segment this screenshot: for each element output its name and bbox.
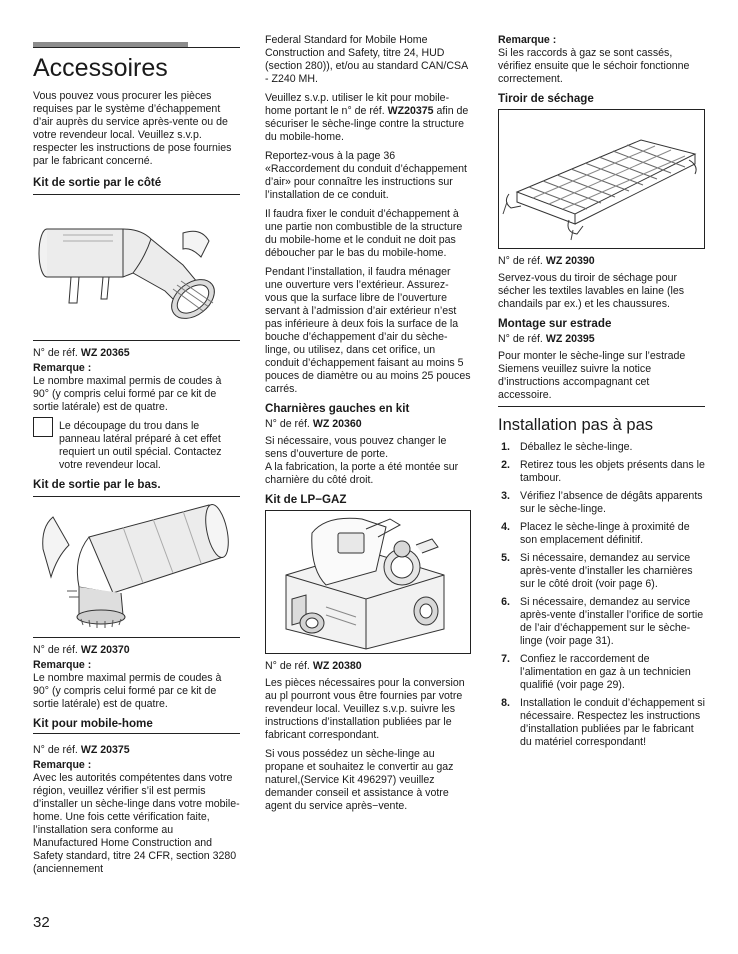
side-kit-box-text: Le découpage du trou dans le panneau latéral préparé à cet effet requiert un outil spécial. Contactez votre revendeur local. [59, 420, 222, 471]
install-step [498, 596, 705, 648]
lpgas-ref [265, 660, 471, 673]
install-step [498, 653, 705, 692]
side-kit-ref [33, 347, 240, 360]
usage-text-bold: WZ20375 [387, 105, 434, 117]
install-rule [498, 406, 705, 407]
gas-remark-label: Remarque : [498, 34, 557, 46]
lpgas-ref-prefix: N° de réf. [265, 660, 310, 672]
bottom-kit-ref-num: WZ 20370 [80, 644, 130, 656]
bottom-kit-ref [33, 644, 240, 657]
step-text: Placez le sèche-linge à proximité de son emplacement définitif. [520, 521, 690, 546]
bottom-kit-note: Le nombre maximal permis de coudes à 90° (y compris celui formé par ce kit de sortie latérale) est de quatre. [33, 672, 222, 710]
column-middle [265, 34, 471, 819]
step-number: 2. [501, 459, 510, 471]
hinges-ref-num: WZ 20360 [312, 418, 362, 430]
mobile-home-continued: Federal Standard for Mobile Home Construction and Safety, titre 24, HUD (section 280)), et/ou au standard CAN/CSA - Z240 MH. [265, 34, 468, 85]
step-text: Vérifiez l’absence de dégâts apparents sur le sèche-linge. [520, 490, 703, 515]
hinges-ref-prefix: N° de réf. [265, 418, 310, 430]
mobile-home-ref-num: WZ 20375 [80, 744, 130, 756]
side-vent-kit-illustration [33, 195, 240, 340]
lpgas-heading: Kit de LP−GAZ [265, 493, 347, 506]
side-kit-figure [33, 194, 240, 341]
usage-text-b: afin de sécuriser le sèche-linge contre la structure du mobile-home. [265, 105, 469, 143]
usage-text-a: Veuillez s.v.p. utiliser le kit pour mobile-home portant le n° de réf. [265, 92, 450, 117]
lpgas-ref-num: WZ 20380 [312, 660, 362, 672]
note-box-icon [33, 417, 53, 437]
lpgas-text-1: Les pièces nécessaires pour la conversion au pl pourront vous être fournies par votre revendeur local. Veuillez s.v.p. suivre les instructions d’installation publiées par le fabricant correspondant. [265, 677, 465, 741]
bottom-vent-kit-illustration [33, 497, 240, 637]
bottom-kit-heading: Kit de sortie par le bas. [33, 478, 161, 491]
pedestal-ref [498, 333, 705, 346]
pedestal-heading: Montage sur estrade [498, 317, 612, 330]
side-kit-note: Le nombre maximal permis de coudes à 90° (y compris celui formé par ce kit de sortie latérale) est de quatre. [33, 375, 222, 413]
column-left [33, 0, 240, 882]
install-steps [498, 441, 705, 749]
mobile-home-rule [33, 733, 240, 734]
bottom-kit-note-label: Remarque : [33, 659, 92, 671]
pedestal-text: Pour monter le sèche-linge sur l’estrade Siemens veuillez suivre la notice d’instructions accompagnant cet accessoire. [498, 350, 686, 401]
hinges-text [265, 435, 471, 487]
install-step [498, 490, 705, 516]
column-right [498, 34, 705, 754]
pedestal-ref-prefix: N° de réf. [498, 333, 543, 345]
opening-requirements: Pendant l’installation, il faudra ménager une ouverture vers l’extérieur. Assurez-vous que la surface libre de l’ouverture servant à l’admission d’air extérieur n’est pas inférieure à deux fois la surface de la bouche d’échappement d’air du sèche-linge, ou utilisez, dans cet orifice, un conduit d’échappement faisant au moins 5 pouces de diamètre ou au moins 25 pouces carrés. [265, 266, 471, 395]
side-kit-info-box [33, 420, 240, 472]
gas-valve-illustration [266, 511, 470, 653]
side-kit-ref-num: WZ 20365 [80, 347, 130, 359]
hinges-text-2: A la fabrication, la porte a été montée sur charnière du côté droit. [265, 461, 459, 486]
mobile-home-note-label: Remarque : [33, 759, 92, 771]
page-title: Accessoires [33, 54, 168, 82]
page-number: 32 [33, 914, 50, 931]
header-rule [33, 42, 240, 48]
rack-figure [498, 109, 705, 249]
lpgas-figure [265, 510, 471, 654]
drying-rack-illustration [499, 110, 704, 248]
side-kit-heading: Kit de sortie par le côté [33, 176, 162, 189]
hinges-ref [265, 418, 471, 431]
lpgas-text-2: Si vous possédez un sèche-linge au propane et souhaitez le convertir au gaz naturel,(Service Kit 496297) veuillez demander conseil et assistance à votre agent du service après−vente. [265, 748, 454, 812]
step-text: Confiez le raccordement de l’alimentation en gaz à un technicien qualifié (voir page 29). [520, 653, 691, 691]
pedestal-ref-num: WZ 20395 [545, 333, 595, 345]
rack-ref-num: WZ 20390 [545, 255, 595, 267]
mobile-home-ref-prefix: N° de réf. [33, 744, 78, 756]
install-step [498, 521, 705, 547]
bottom-kit-ref-prefix: N° de réf. [33, 644, 78, 656]
install-heading: Installation pas à pas [498, 416, 654, 434]
conduit-reference: Reportez-vous à la page 36 «Raccordement du conduit d’échappement d’air» pour connaître les instructions sur l’installation de ce conduit. [265, 150, 468, 201]
step-number: 8. [501, 697, 510, 709]
side-kit-ref-prefix: N° de réf. [33, 347, 78, 359]
side-kit-note-label: Remarque : [33, 362, 92, 374]
rack-heading: Tiroir de séchage [498, 92, 594, 105]
hinges-text-1: Si nécessaire, vous pouvez changer le sens d’ouverture de porte. [265, 435, 447, 460]
step-text: Si nécessaire, demandez au service après-vente d’installer les charnières sur le côté droit (voir page 6). [520, 552, 693, 590]
step-text: Installation le conduit d’échappement si nécessaire. Respectez les instructions d’installation publiées par le fabricant du matériel correspondant! [520, 697, 705, 748]
step-text: Déballez le sèche-linge. [520, 441, 633, 453]
conduit-fixing: Il faudra fixer le conduit d’échappement à une partie non combustible de la structure du mobile-home et le conduit ne doit pas déboucher par le bas du mobile-home. [265, 208, 463, 259]
step-number: 5. [501, 552, 510, 564]
rack-text: Servez-vous du tiroir de séchage pour sécher les textiles lavables en laine (les chandails par ex.) et les chaussures. [498, 272, 685, 310]
intro-text: Vous pouvez vous procurer les pièces requises par le système d’échappement d’air auprès du service après-vente ou de votre revendeur local. Veuillez s.v.p. respecter les instructions de pose fournies par le fabricant concerné. [33, 90, 232, 167]
mobile-home-ref [33, 744, 240, 757]
gas-remark-text: Si les raccords à gaz se sont cassés, vérifiez ensuite que le séchoir fonctionne correctement. [498, 47, 690, 85]
step-number: 1. [501, 441, 510, 453]
hinges-heading: Charnières gauches en kit [265, 402, 410, 415]
step-number: 3. [501, 490, 510, 502]
rack-ref [498, 255, 705, 268]
mobile-home-note: Avec les autorités compétentes dans votre région, veuillez vérifier s’il est permis d’installer un sèche-linge dans votre mobile-home. Une fois cette vérification faite, l’installation sera conforme au Manufactured Home Construction and Safety standard, titre 24 CFR, section 3280 (anciennement [33, 772, 240, 875]
install-step [498, 552, 705, 591]
rack-ref-prefix: N° de réf. [498, 255, 543, 267]
install-step [498, 697, 705, 749]
mobile-home-heading: Kit pour mobile-home [33, 717, 153, 730]
step-number: 6. [501, 596, 510, 608]
bottom-kit-figure [33, 496, 240, 638]
install-step [498, 441, 705, 454]
step-text: Retirez tous les objets présents dans le tambour. [520, 459, 705, 484]
install-step [498, 459, 705, 485]
header-rule-thin [33, 47, 240, 48]
mobile-home-kit-usage [265, 92, 471, 144]
step-number: 4. [501, 521, 510, 533]
step-number: 7. [501, 653, 510, 665]
step-text: Si nécessaire, demandez au service après-vente d’installer l’orifice de sortie de l’air d’échappement sur le sèche-linge (voir page 31). [520, 596, 704, 647]
